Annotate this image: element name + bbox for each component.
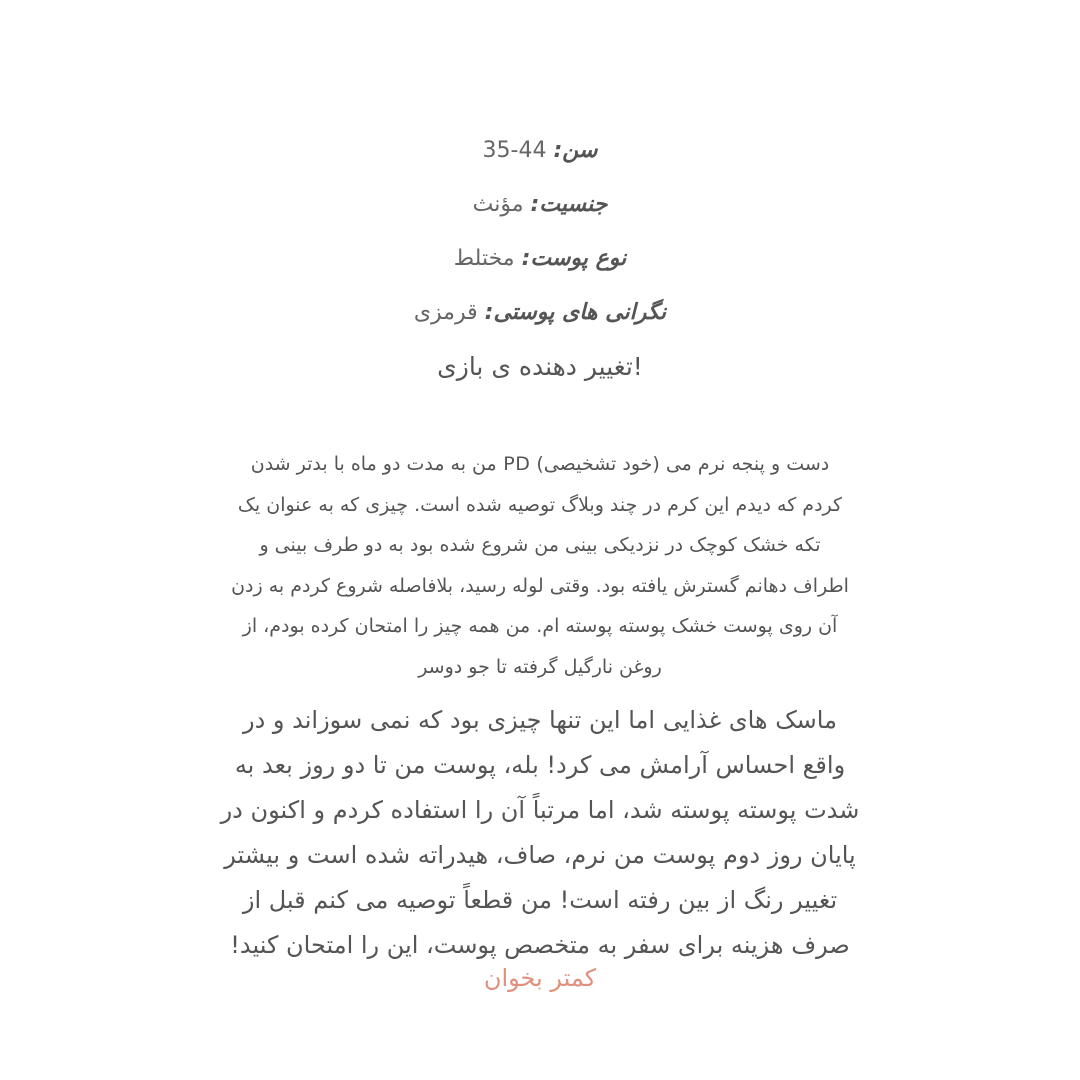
read-less-link[interactable]: کمتر بخوان [483, 964, 597, 992]
gender-row [0, 178, 1080, 232]
skin-concerns-label: نگرانی های پوستی: [484, 300, 667, 325]
review-title: !تغییر دهنده ی بازی [437, 352, 643, 381]
review-body-expanded-line: واقع احساس آرامش می کرد! بله، پوست من تا دو روز بعد به [234, 751, 846, 779]
skin-type-row [0, 232, 1080, 286]
skin-type-label: نوع پوست: [521, 246, 627, 271]
review-body-expanded-line: صرف هزینه برای سفر به متخصص پوست، این را امتحان کنید! [230, 931, 850, 959]
review-body [50, 444, 1030, 687]
review-body-line: دست و پنجه نرم می (خود تشخیصی) PD من به مدت دو ماه با بدتر شدن [250, 453, 830, 475]
skin-concerns-value: قرمزی [413, 300, 478, 325]
age-row [0, 124, 1080, 178]
review-body-line: آن روی پوست خشک پوسته پوسته ام. من همه چیز را امتحان کرده بودم، از [242, 615, 838, 637]
reviewer-profile [0, 124, 1080, 340]
review-body-line: تکه خشک کوچک در نزدیکی بینی من شروع شده بود به دو طرف بینی و [259, 534, 821, 556]
age-label: سن: [553, 138, 598, 163]
gender-label: جنسیت: [530, 192, 608, 217]
review-body-expanded [50, 698, 1030, 968]
review-body-line: روغن نارگیل گرفته تا جو دوسر [418, 655, 662, 678]
review-body-line: اطراف دهانم گسترش یافته بود. وقتی لوله رسید، بلافاصله شروع کردم به زدن [231, 574, 849, 597]
review-body-expanded-line: تغییر رنگ از بین رفته است! من قطعاً توصیه می کنم قبل از [242, 886, 838, 914]
skin-type-value: مختلط [453, 246, 515, 271]
skin-concerns-row [0, 286, 1080, 340]
review-body-expanded-line: ماسک های غذایی اما این تنها چیزی بود که نمی سوزاند و در [243, 706, 837, 734]
review-body-expanded-line: شدت پوسته پوسته شد، اما مرتباً آن را استفاده کردم و اکنون در [220, 796, 860, 824]
gender-value: مؤنث [472, 192, 524, 217]
review-body-line: کردم که دیدم این کرم در چند وبلاگ توصیه شده است. چیزی که به عنوان یک [237, 493, 843, 516]
review-body-expanded-line: پایان روز دوم پوست من نرم، صاف، هیدراته شده است و بیشتر [224, 841, 856, 869]
age-value: 35-44 [482, 138, 547, 163]
